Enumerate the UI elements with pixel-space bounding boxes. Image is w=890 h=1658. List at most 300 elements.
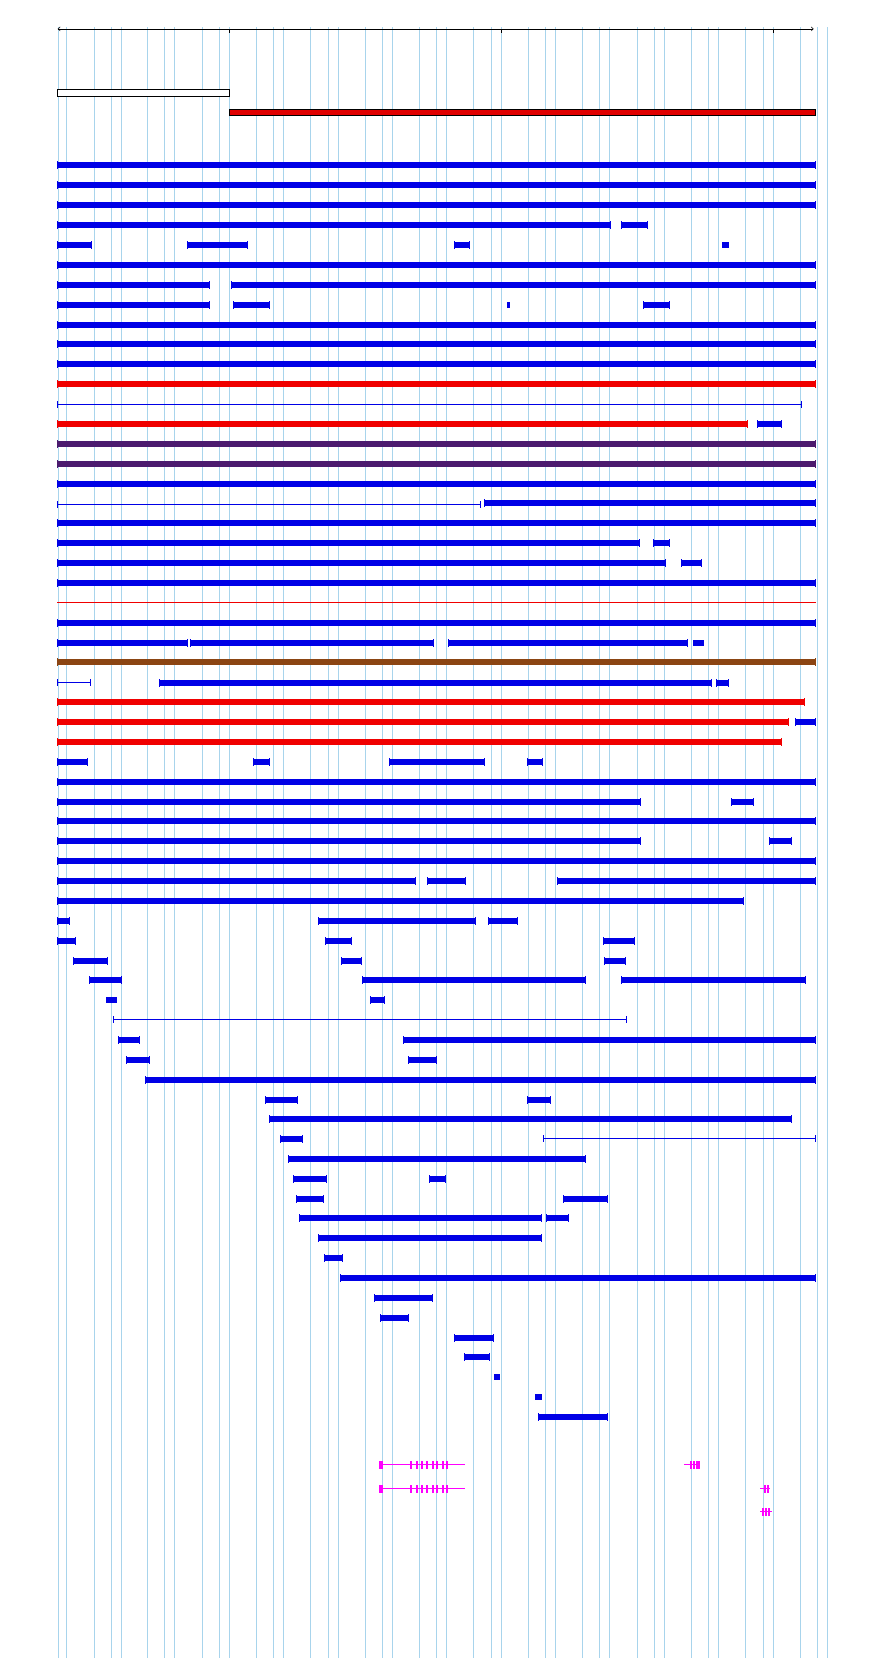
variant-bar[interactable] — [190, 640, 434, 646]
variant-bar[interactable] — [403, 1037, 816, 1043]
variant-bar[interactable] — [57, 520, 816, 526]
variant-cap — [318, 917, 319, 925]
variant-cap — [527, 1096, 528, 1104]
variant-bar[interactable] — [362, 977, 586, 983]
variant-cap — [351, 937, 352, 945]
variant-cap — [436, 1056, 437, 1064]
variant-cap — [90, 679, 91, 686]
gene-exon — [381, 1461, 383, 1469]
variant-cap — [454, 1334, 455, 1342]
variant-cap — [265, 1096, 266, 1104]
variant-cap — [563, 1195, 564, 1203]
gene-exon — [442, 1461, 444, 1469]
variant-cap — [318, 1234, 319, 1242]
variant-cap — [640, 798, 641, 806]
grid-line — [718, 27, 719, 1658]
variant-cap — [464, 1353, 465, 1361]
variant-cap — [69, 917, 70, 925]
variant-bar[interactable] — [57, 699, 805, 705]
variant-bar[interactable] — [653, 540, 670, 546]
variant-bar[interactable] — [106, 997, 117, 1003]
grid-line — [708, 27, 709, 1658]
variant-bar[interactable] — [57, 818, 816, 824]
variant-bar[interactable] — [464, 1354, 490, 1360]
gene-exon — [416, 1485, 418, 1493]
variant-cap — [454, 241, 455, 249]
variant-cap — [517, 917, 518, 925]
variant-bar[interactable] — [484, 500, 816, 506]
variant-bar[interactable] — [488, 918, 518, 924]
gene-exon — [690, 1461, 692, 1469]
variant-cap — [527, 758, 528, 766]
gene-exon — [693, 1461, 695, 1469]
variant-bar[interactable] — [118, 1037, 140, 1043]
variant-cap — [815, 778, 816, 786]
variant-cap — [57, 460, 58, 468]
variant-bar[interactable] — [299, 1215, 542, 1221]
variant-cap — [484, 758, 485, 766]
variant-cap — [87, 758, 88, 766]
variant-cap — [538, 1413, 539, 1421]
variant-cap — [231, 281, 232, 289]
variant-bar[interactable] — [57, 481, 816, 487]
variant-cap — [57, 559, 58, 567]
variant-cap — [57, 758, 58, 766]
variant-cap — [781, 420, 782, 428]
variant-cap — [815, 619, 816, 627]
variant-cap — [403, 1036, 404, 1044]
variant-bar[interactable] — [57, 759, 88, 765]
variant-cap — [190, 639, 191, 647]
variant-bar[interactable] — [448, 640, 688, 646]
variant-bar[interactable] — [57, 341, 816, 347]
variant-bar[interactable] — [318, 918, 476, 924]
variant-cap — [427, 877, 428, 885]
variant-bar[interactable] — [57, 302, 210, 308]
variant-bar[interactable] — [370, 997, 385, 1003]
variant-cap — [815, 281, 816, 289]
variant-cap — [57, 401, 58, 408]
variant-bar[interactable] — [231, 282, 816, 288]
gene-exon — [698, 1461, 700, 1469]
variant-cap — [57, 619, 58, 627]
gene-exon — [436, 1485, 438, 1493]
variant-bar[interactable] — [454, 1335, 494, 1341]
variant-cap — [302, 1135, 303, 1143]
variant-cap — [493, 1334, 494, 1342]
variant-cap — [647, 221, 648, 229]
variant-cap — [324, 1254, 325, 1262]
variant-bar[interactable] — [769, 838, 792, 844]
ruler-tick — [773, 29, 774, 33]
variant-cap — [621, 976, 622, 984]
variant-bar[interactable] — [693, 640, 704, 646]
variant-bar[interactable] — [57, 878, 416, 884]
variant-cap — [269, 1115, 270, 1123]
variant-line[interactable] — [543, 1138, 816, 1139]
variant-cap — [374, 1294, 375, 1302]
ruler-axis — [58, 29, 813, 30]
variant-cap — [626, 1016, 627, 1023]
variant-bar[interactable] — [187, 242, 248, 248]
variant-bar[interactable] — [233, 302, 270, 308]
variant-cap — [269, 301, 270, 309]
variant-bar[interactable] — [621, 977, 806, 983]
variant-cap — [815, 857, 816, 865]
variant-cap — [610, 221, 611, 229]
variant-cap — [568, 1214, 569, 1222]
variant-cap — [288, 1155, 289, 1163]
variant-cap — [325, 937, 326, 945]
variant-cap — [781, 738, 782, 746]
variant-cap — [145, 1076, 146, 1084]
variant-bar[interactable] — [454, 242, 470, 248]
variant-cap — [209, 301, 210, 309]
variant-cap — [788, 718, 789, 726]
variant-cap — [815, 181, 816, 189]
variant-bar[interactable] — [731, 799, 754, 805]
variant-cap — [57, 679, 58, 686]
variant-cap — [716, 679, 717, 687]
variant-bar[interactable] — [535, 1394, 542, 1400]
variant-cap — [791, 837, 792, 845]
variant-cap — [585, 976, 586, 984]
variant-cap — [541, 1234, 542, 1242]
variant-cap — [159, 679, 160, 687]
variant-bar[interactable] — [621, 222, 648, 228]
variant-cap — [815, 480, 816, 488]
variant-bar[interactable] — [253, 759, 270, 765]
variant-bar[interactable] — [527, 1097, 551, 1103]
variant-bar[interactable] — [557, 878, 816, 884]
variant-bar[interactable] — [325, 938, 352, 944]
variant-bar[interactable] — [73, 958, 108, 964]
variant-cap — [815, 579, 816, 587]
band-16p11.1[interactable] — [229, 109, 816, 116]
grid-line — [763, 27, 764, 1658]
ruler-tick — [501, 29, 502, 33]
variant-cap — [743, 897, 744, 905]
variant-bar[interactable] — [293, 1176, 327, 1182]
variant-cap — [361, 957, 362, 965]
variant-cap — [815, 1274, 816, 1282]
variant-cap — [815, 360, 816, 368]
variant-cap — [801, 401, 802, 408]
variant-bar[interactable] — [57, 461, 816, 467]
variant-cap — [634, 937, 635, 945]
variant-line[interactable] — [57, 682, 91, 683]
variant-bar[interactable] — [538, 1414, 608, 1420]
variant-cap — [621, 221, 622, 229]
variant-bar[interactable] — [57, 361, 816, 367]
variant-cap — [804, 698, 805, 706]
variant-cap — [433, 639, 434, 647]
variant-cap — [57, 817, 58, 825]
variant-cap — [57, 501, 58, 508]
grid-line — [745, 27, 746, 1658]
variant-cap — [149, 1056, 150, 1064]
variant-cap — [669, 539, 670, 547]
variant-cap — [445, 1175, 446, 1183]
variant-cap — [653, 539, 654, 547]
variant-cap — [91, 241, 92, 249]
variant-bar[interactable] — [643, 302, 670, 308]
variant-bar[interactable] — [429, 1176, 446, 1182]
variant-bar[interactable] — [57, 540, 640, 546]
variant-cap — [795, 718, 796, 726]
variant-cap — [73, 957, 74, 965]
variant-cap — [297, 1096, 298, 1104]
variant-cap — [57, 917, 58, 925]
variant-bar[interactable] — [57, 858, 816, 864]
variant-cap — [57, 837, 58, 845]
variant-bar[interactable] — [57, 838, 641, 844]
variant-cap — [465, 877, 466, 885]
variant-bar[interactable] — [380, 1315, 409, 1321]
band-16p11.2[interactable] — [57, 89, 230, 97]
gene-exon — [446, 1461, 448, 1469]
variant-cap — [815, 261, 816, 269]
variant-cap — [429, 1175, 430, 1183]
gene-exon — [426, 1485, 428, 1493]
variant-cap — [57, 937, 58, 945]
variant-cap — [815, 161, 816, 169]
variant-cap — [57, 281, 58, 289]
gene-exon — [767, 1485, 769, 1493]
variant-cap — [603, 937, 604, 945]
variant-bar[interactable] — [494, 1374, 500, 1380]
variant-bar[interactable] — [57, 779, 816, 785]
variant-cap — [469, 241, 470, 249]
variant-cap — [542, 758, 543, 766]
variant-bar[interactable] — [507, 302, 510, 308]
gene-exon — [381, 1485, 383, 1493]
variant-cap — [607, 1413, 608, 1421]
variant-cap — [815, 499, 816, 507]
variant-cap — [57, 201, 58, 209]
variant-cap — [681, 559, 682, 567]
variant-cap — [209, 281, 210, 289]
gene-exon — [432, 1461, 434, 1469]
variant-cap — [557, 877, 558, 885]
variant-bar[interactable] — [57, 381, 816, 387]
variant-cap — [57, 718, 58, 726]
variant-cap — [643, 301, 644, 309]
variant-bar[interactable] — [57, 659, 816, 665]
variant-bar[interactable] — [57, 182, 816, 188]
variant-cap — [57, 380, 58, 388]
variant-bar[interactable] — [57, 282, 210, 288]
variant-bar[interactable] — [318, 1235, 542, 1241]
variant-cap — [815, 1135, 816, 1142]
variant-cap — [415, 877, 416, 885]
variant-cap — [484, 499, 485, 507]
variant-cap — [815, 658, 816, 666]
variant-cap — [389, 758, 390, 766]
variant-cap — [791, 1115, 792, 1123]
variant-cap — [57, 698, 58, 706]
variant-cap — [57, 480, 58, 488]
variant-cap — [488, 917, 489, 925]
variant-bar[interactable] — [57, 898, 744, 904]
grid-line — [800, 27, 801, 1658]
gene-exon — [764, 1485, 766, 1493]
variant-bar[interactable] — [57, 739, 782, 745]
variant-cap — [57, 161, 58, 169]
variant-bar[interactable] — [527, 759, 543, 765]
variant-bar[interactable] — [57, 222, 611, 228]
variant-cap — [57, 340, 58, 348]
variant-cap — [815, 877, 816, 885]
variant-bar[interactable] — [722, 242, 729, 248]
variant-bar[interactable] — [757, 421, 782, 427]
variant-cap — [384, 996, 385, 1004]
variant-cap — [57, 798, 58, 806]
grid-line — [654, 27, 655, 1658]
variant-cap — [408, 1314, 409, 1322]
variant-cap — [296, 1195, 297, 1203]
variant-bar[interactable] — [427, 878, 466, 884]
variant-cap — [747, 420, 748, 428]
variant-cap — [448, 639, 449, 647]
variant-cap — [543, 1135, 544, 1142]
variant-cap — [701, 559, 702, 567]
variant-bar[interactable] — [57, 580, 816, 586]
gene-exon — [765, 1508, 767, 1516]
gene-exon — [421, 1461, 423, 1469]
variant-bar[interactable] — [57, 799, 641, 805]
gene-exon — [436, 1461, 438, 1469]
variant-cap — [57, 360, 58, 368]
variant-cap — [815, 519, 816, 527]
variant-cap — [665, 559, 666, 567]
variant-line[interactable] — [57, 504, 481, 505]
variant-cap — [233, 301, 234, 309]
variant-bar[interactable] — [340, 1275, 816, 1281]
variant-cap — [753, 798, 754, 806]
variant-cap — [362, 976, 363, 984]
variant-bar[interactable] — [269, 1116, 792, 1122]
variant-line[interactable] — [113, 1019, 627, 1020]
variant-cap — [57, 519, 58, 527]
gene-exon — [432, 1485, 434, 1493]
variant-cap — [731, 798, 732, 806]
variant-cap — [408, 1056, 409, 1064]
variant-bar[interactable] — [57, 560, 666, 566]
variant-bar[interactable] — [57, 938, 76, 944]
variant-bar[interactable] — [681, 560, 702, 566]
variant-bar[interactable] — [57, 421, 748, 427]
variant-cap — [57, 181, 58, 189]
grid-line — [817, 27, 818, 1658]
variant-cap — [57, 857, 58, 865]
variant-cap — [107, 957, 108, 965]
variant-cap — [687, 639, 688, 647]
variant-bar[interactable] — [341, 958, 362, 964]
variant-cap — [299, 1214, 300, 1222]
variant-cap — [625, 957, 626, 965]
variant-cap — [269, 758, 270, 766]
variant-bar[interactable] — [603, 938, 635, 944]
variant-line[interactable] — [57, 404, 802, 405]
variant-bar[interactable] — [57, 441, 816, 447]
gene-exon — [426, 1461, 428, 1469]
variant-cap — [432, 1294, 433, 1302]
variant-bar[interactable] — [374, 1295, 433, 1301]
variant-bar[interactable] — [57, 162, 816, 168]
variant-bar[interactable] — [389, 759, 485, 765]
variant-cap — [815, 460, 816, 468]
variant-cap — [57, 539, 58, 547]
gene-exon — [416, 1461, 418, 1469]
variant-cap — [57, 301, 58, 309]
variant-bar[interactable] — [604, 958, 626, 964]
variant-bar[interactable] — [546, 1215, 569, 1221]
variant-bar[interactable] — [795, 719, 816, 725]
variant-cap — [815, 1076, 816, 1084]
variant-bar[interactable] — [57, 202, 816, 208]
variant-bar[interactable] — [57, 620, 816, 626]
variant-cap — [815, 380, 816, 388]
variant-bar[interactable] — [159, 680, 712, 686]
variant-bar[interactable] — [145, 1077, 816, 1083]
variant-bar[interactable] — [408, 1057, 437, 1063]
variant-cap — [815, 1036, 816, 1044]
variant-cap — [57, 658, 58, 666]
variant-bar[interactable] — [288, 1156, 586, 1162]
variant-cap — [57, 221, 58, 229]
variant-bar[interactable] — [57, 640, 188, 646]
variant-cap — [57, 579, 58, 587]
gene-exon — [410, 1461, 412, 1469]
variant-bar[interactable] — [57, 322, 816, 328]
grid-line — [827, 27, 828, 1658]
variant-cap — [546, 1214, 547, 1222]
variant-cap — [815, 340, 816, 348]
variant-bar[interactable] — [126, 1057, 150, 1063]
variant-cap — [280, 1135, 281, 1143]
variant-cap — [57, 897, 58, 905]
variant-cap — [57, 261, 58, 269]
variant-cap — [126, 1056, 127, 1064]
variant-cap — [57, 877, 58, 885]
variant-cap — [711, 679, 712, 687]
ruler-left-arrow: ‹ — [56, 23, 63, 35]
gene-exon — [421, 1485, 423, 1493]
variant-bar[interactable] — [563, 1196, 608, 1202]
variant-cap — [815, 321, 816, 329]
variant-bar[interactable] — [57, 242, 92, 248]
variant-cap — [640, 837, 641, 845]
variant-cap — [815, 817, 816, 825]
variant-bar[interactable] — [324, 1255, 343, 1261]
variant-cap — [604, 957, 605, 965]
variant-cap — [639, 539, 640, 547]
variant-cap — [187, 241, 188, 249]
variant-bar[interactable] — [296, 1196, 324, 1202]
variant-bar[interactable] — [265, 1097, 298, 1103]
gene-exon — [446, 1485, 448, 1493]
variant-bar[interactable] — [57, 262, 816, 268]
gene-exon — [762, 1508, 764, 1516]
variant-line[interactable] — [57, 602, 816, 603]
variant-bar[interactable] — [57, 719, 789, 725]
variant-cap — [57, 321, 58, 329]
variant-bar[interactable] — [280, 1136, 303, 1142]
grid-line — [691, 27, 692, 1658]
variant-bar[interactable] — [89, 977, 122, 983]
variant-cap — [253, 758, 254, 766]
